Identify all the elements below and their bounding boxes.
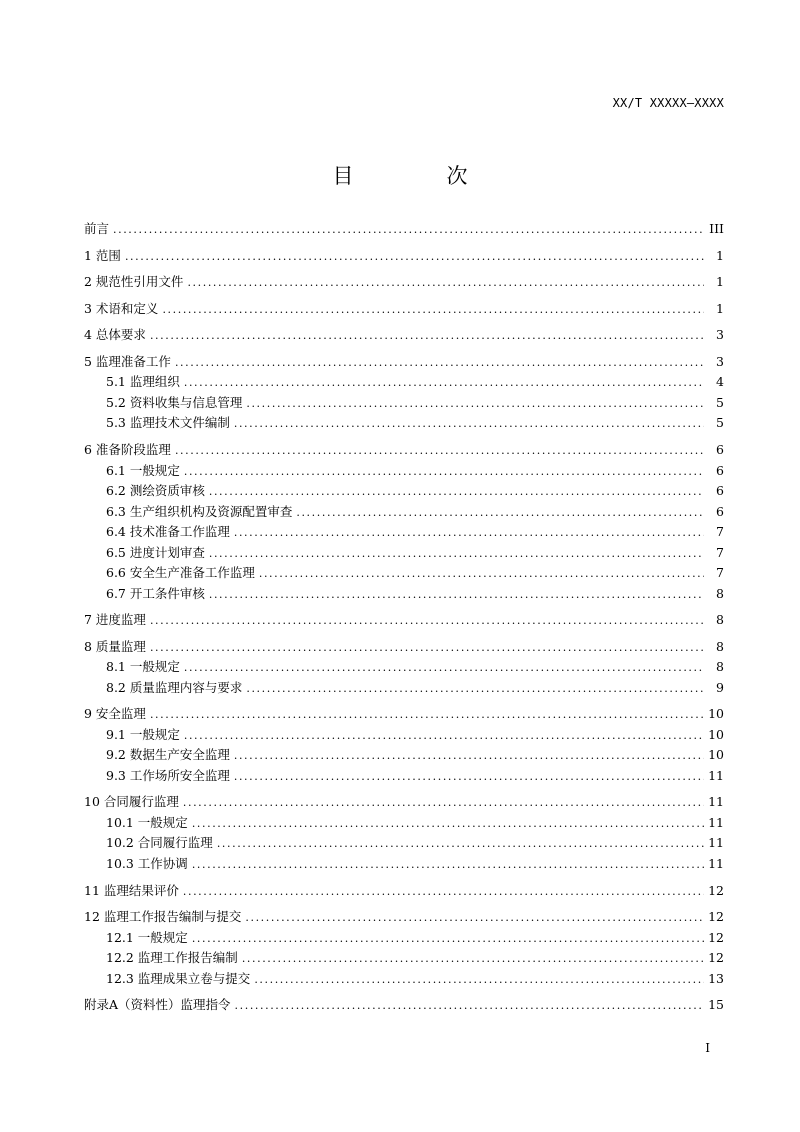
toc-title: 目 次 <box>332 164 504 188</box>
toc-entry-label: 6 准备阶段监理 <box>84 442 171 458</box>
toc-entry-page: 8 <box>716 612 724 628</box>
toc-entry-page: 5 <box>716 394 724 410</box>
toc-entry[interactable] <box>84 440 724 461</box>
toc-entry-page: 6 <box>716 503 724 519</box>
toc-entry-label: 10.2 合同履行监理 <box>106 835 213 851</box>
toc-entry-label: 6.7 开工条件审核 <box>106 585 205 601</box>
toc-entry-label: 10 合同履行监理 <box>84 794 179 810</box>
toc-entry[interactable] <box>84 657 724 678</box>
toc-dot-leader <box>234 746 704 767</box>
toc-entry[interactable] <box>84 745 724 766</box>
toc-entry-label: 6.4 技术准备工作监理 <box>106 524 230 540</box>
toc-entry[interactable] <box>84 854 724 875</box>
toc-entry-page: 6 <box>716 442 724 458</box>
toc-entry[interactable] <box>84 881 724 902</box>
toc-dot-leader <box>184 658 704 679</box>
toc-entry-label: 9 安全监理 <box>84 706 146 722</box>
toc-entry[interactable] <box>84 678 724 699</box>
toc-dot-leader <box>150 705 704 726</box>
toc-entry[interactable] <box>84 325 724 346</box>
toc-entry-page: 15 <box>708 997 724 1013</box>
toc-entry-page: 11 <box>708 835 724 851</box>
toc-entry-page: 1 <box>716 274 724 290</box>
toc-entry[interactable] <box>84 928 724 949</box>
toc-dot-leader <box>162 300 704 321</box>
toc-entry[interactable] <box>84 352 724 373</box>
toc-entry-page: 10 <box>708 726 724 742</box>
toc-entry[interactable] <box>84 246 724 267</box>
page-number: I <box>705 1041 710 1055</box>
toc-entry-page: 7 <box>716 565 724 581</box>
toc-entry-page: 3 <box>716 327 724 343</box>
toc-entry[interactable] <box>84 813 724 834</box>
toc-dot-leader <box>209 482 704 503</box>
toc-entry-page: 11 <box>708 794 724 810</box>
toc-entry[interactable] <box>84 792 724 813</box>
toc-entry-page: 7 <box>716 524 724 540</box>
toc-entry[interactable] <box>84 413 724 434</box>
toc-entry[interactable] <box>84 219 724 240</box>
toc-entry[interactable] <box>84 725 724 746</box>
toc-entry-label: 6.3 生产组织机构及资源配置审查 <box>106 503 293 519</box>
toc-entry-page: III <box>709 221 724 236</box>
toc-entry[interactable] <box>84 372 724 393</box>
toc-dot-leader <box>234 523 704 544</box>
toc-entry-page: 11 <box>708 767 724 783</box>
toc-entry-label: 12 监理工作报告编制与提交 <box>84 909 242 925</box>
toc-dot-leader <box>184 726 704 747</box>
toc-entry-page: 12 <box>708 950 724 966</box>
toc-entry-label: 9.3 工作场所安全监理 <box>106 767 230 783</box>
toc-entry-page: 8 <box>716 638 724 654</box>
toc-entry-page: 12 <box>708 929 724 945</box>
toc-dot-leader <box>245 908 704 929</box>
toc-entry[interactable] <box>84 393 724 414</box>
toc-entry[interactable] <box>84 948 724 969</box>
toc-entry-label: 6.5 进度计划审查 <box>106 544 205 560</box>
toc-dot-leader <box>192 929 704 950</box>
toc-entry-label: 10.3 工作协调 <box>106 855 188 871</box>
toc-entry[interactable] <box>84 833 724 854</box>
toc-dot-leader <box>184 373 704 394</box>
toc-entry-label: 8.1 一般规定 <box>106 659 180 675</box>
toc-entry-label: 6.2 测绘资质审核 <box>106 483 205 499</box>
toc-entry-page: 13 <box>708 970 724 986</box>
toc-entry[interactable] <box>84 637 724 658</box>
toc-entry-label: 附录A（资料性）监理指令 <box>84 997 231 1013</box>
toc-entry[interactable] <box>84 543 724 564</box>
toc-entry-label: 8 质量监理 <box>84 638 146 654</box>
toc-entry-page: 11 <box>708 855 724 871</box>
toc-entry-label: 3 术语和定义 <box>84 300 159 316</box>
toc-dot-leader <box>296 503 704 524</box>
toc-entry-label: 12.1 一般规定 <box>106 929 188 945</box>
toc-entry-label: 4 总体要求 <box>84 327 146 343</box>
toc-dot-leader <box>184 462 704 483</box>
toc-entry-label: 2 规范性引用文件 <box>84 274 184 290</box>
standard-code: XX/T XXXXX—XXXX <box>612 96 724 110</box>
toc-entry[interactable] <box>84 481 724 502</box>
toc-dot-leader <box>125 247 704 268</box>
toc-entry[interactable] <box>84 907 724 928</box>
toc-dot-leader <box>242 949 704 970</box>
toc-entry[interactable] <box>84 584 724 605</box>
toc-entry-label: 12.3 监理成果立卷与提交 <box>106 970 251 986</box>
toc-entry-label: 5.3 监理技术文件编制 <box>106 415 230 431</box>
toc-entry-page: 1 <box>716 300 724 316</box>
toc-dot-leader <box>187 273 704 294</box>
toc-entry[interactable] <box>84 704 724 725</box>
toc-dot-leader <box>175 353 704 374</box>
toc-entry[interactable] <box>84 995 724 1016</box>
toc-entry[interactable] <box>84 969 724 990</box>
toc-entry-page: 12 <box>708 909 724 925</box>
toc-entry-label: 1 范围 <box>84 247 121 263</box>
toc-entry-label: 7 进度监理 <box>84 612 146 628</box>
toc-entry-page: 8 <box>716 659 724 675</box>
toc-entry-page: 3 <box>716 353 724 369</box>
toc-entry-page: 7 <box>716 544 724 560</box>
toc-entry-page: 6 <box>716 483 724 499</box>
toc-dot-leader <box>113 220 704 241</box>
toc-entry-page: 9 <box>716 679 724 695</box>
toc-dot-leader <box>234 414 704 435</box>
toc-dot-leader <box>246 679 704 700</box>
toc-entry-page: 1 <box>716 247 724 263</box>
toc-entry-page: 8 <box>716 585 724 601</box>
toc-entry-label: 12.2 监理工作报告编制 <box>106 950 238 966</box>
toc-entry[interactable] <box>84 299 724 320</box>
toc-entry-page: 6 <box>716 462 724 478</box>
toc-entry[interactable] <box>84 461 724 482</box>
toc-entry[interactable] <box>84 610 724 631</box>
toc-entry-page: 5 <box>716 415 724 431</box>
toc-dot-leader <box>150 326 704 347</box>
toc-entry-page: 10 <box>708 706 724 722</box>
toc-dot-leader <box>259 564 704 585</box>
toc-entry-label: 6.6 安全生产准备工作监理 <box>106 565 255 581</box>
toc-entry-label: 前言 <box>84 221 110 236</box>
toc-entry[interactable] <box>84 502 724 523</box>
toc-dot-leader <box>234 767 704 788</box>
toc-entry-label: 9.2 数据生产安全监理 <box>106 747 230 763</box>
toc-entry-label: 8.2 质量监理内容与要求 <box>106 679 243 695</box>
toc-entry-page: 12 <box>708 882 724 898</box>
toc-entry[interactable] <box>84 522 724 543</box>
toc-dot-leader <box>246 394 704 415</box>
toc-dot-leader <box>192 814 704 835</box>
toc-entry-label: 5 监理准备工作 <box>84 353 171 369</box>
toc-dot-leader <box>217 834 704 855</box>
toc-list <box>84 219 724 1016</box>
toc-entry-label: 6.1 一般规定 <box>106 462 180 478</box>
toc-entry-label: 10.1 一般规定 <box>106 814 188 830</box>
toc-entry-label: 11 监理结果评价 <box>84 882 179 898</box>
toc-entry-page: 4 <box>716 374 724 390</box>
toc-dot-leader <box>183 793 704 814</box>
toc-dot-leader <box>150 611 704 632</box>
toc-entry[interactable] <box>84 272 724 293</box>
toc-entry-label: 9.1 一般规定 <box>106 726 180 742</box>
toc-entry-label: 5.2 资料收集与信息管理 <box>106 394 243 410</box>
toc-dot-leader <box>175 441 704 462</box>
toc-entry-label: 5.1 监理组织 <box>106 374 180 390</box>
toc-dot-leader <box>209 544 704 565</box>
toc-entry-page: 10 <box>708 747 724 763</box>
toc-dot-leader <box>209 585 704 606</box>
toc-entry-page: 11 <box>708 814 724 830</box>
toc-entry[interactable] <box>84 563 724 584</box>
toc-dot-leader <box>235 996 704 1017</box>
toc-dot-leader <box>192 855 704 876</box>
toc-dot-leader <box>183 882 704 903</box>
toc-entry[interactable] <box>84 766 724 787</box>
toc-dot-leader <box>150 638 704 659</box>
toc-dot-leader <box>254 970 704 991</box>
